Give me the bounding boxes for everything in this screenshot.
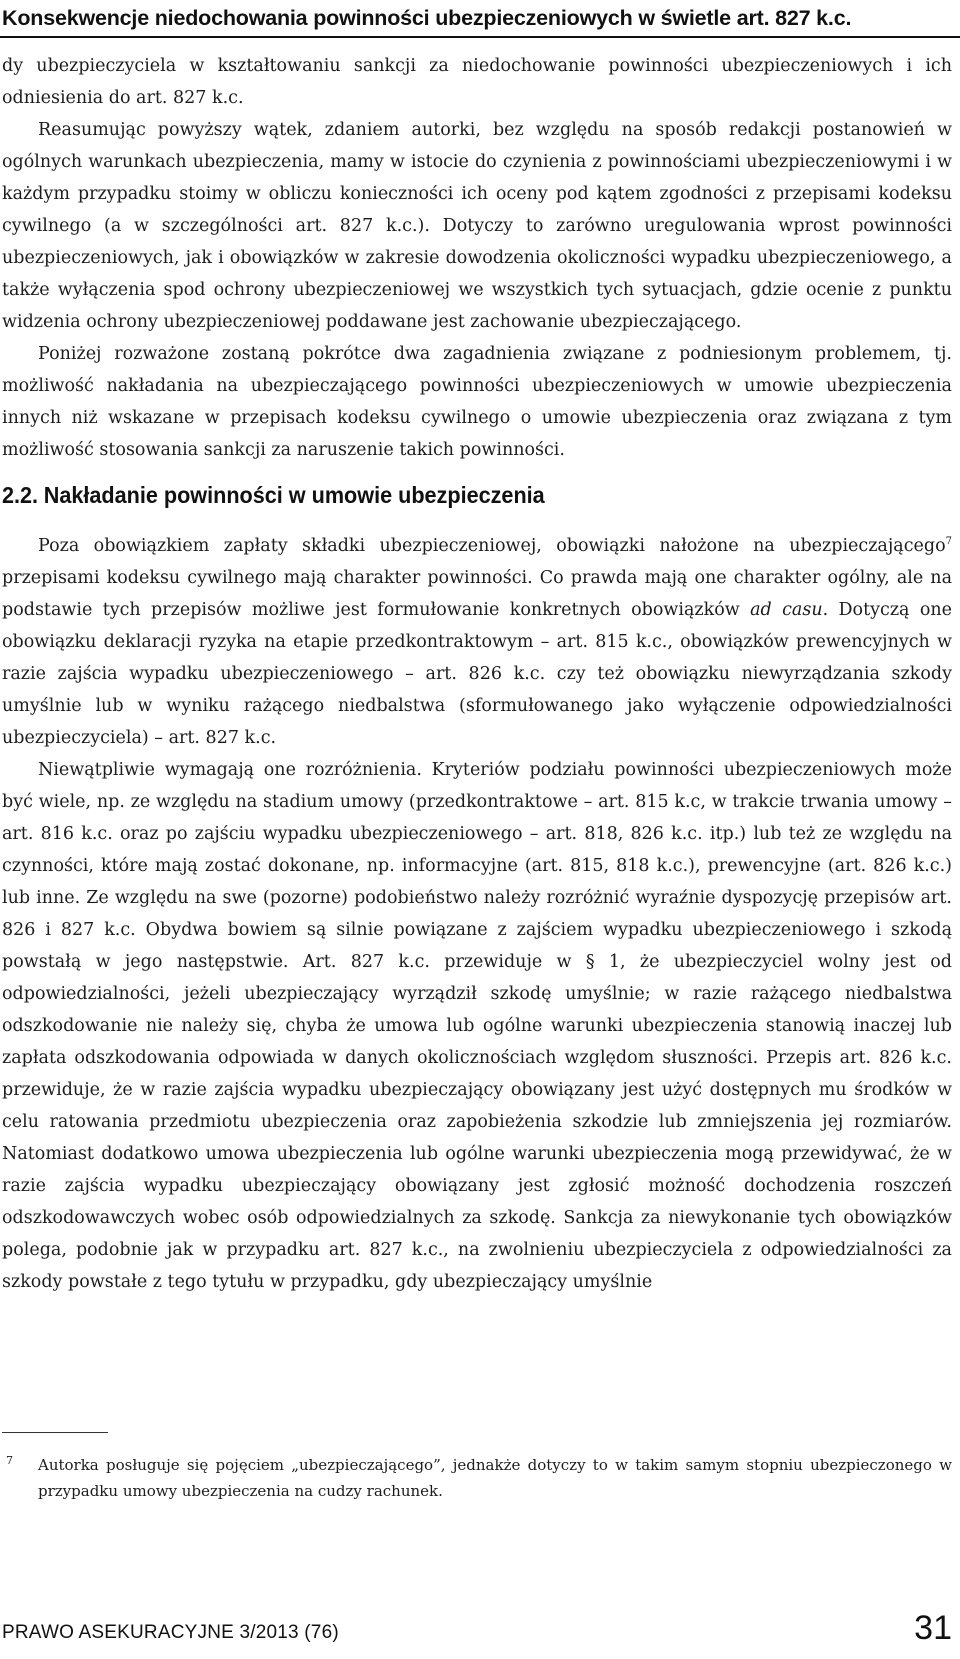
running-header: Konsekwencje niedochowania powinności ubezpieczeniowych w świetle art. 827 k.c. — [2, 6, 852, 30]
paragraph-obligations — [2, 530, 952, 754]
footnote — [2, 1452, 952, 1504]
section-number: 2.2. — [2, 482, 39, 508]
footnote-rule — [2, 1432, 108, 1433]
section-heading — [2, 480, 895, 510]
header-rule — [0, 36, 960, 38]
paragraph-obligations-text-c: . Dotyczą one obowiązku deklaracji ryzyka na etapie przedkontraktowym – art. 815 k.c., obowiązków prewencyjnych w razie zajścia wypadku ubezpieczeniowego – art. 826 k.c. czy też obowiązku niewyrządzania szkody umyślnie lub w wyniku rażącego niedbalstwa (sformułowanego jako wyłączenie odpowiedzialności ubezpieczyciela) – art. 827 k.c. — [2, 600, 952, 748]
latin-term: ad casu — [750, 600, 823, 620]
footnote-text: Autorka posługuje się pojęciem „ubezpieczającego”, jednakże dotyczy to w takim samym stopniu ubezpieczonego w przypadku umowy ubezpieczenia na cudzy rachunek. — [38, 1456, 952, 1500]
footnote-mark: 7 — [6, 1454, 13, 1467]
journal-name: PRAWO ASEKURACYJNE 3/2013 (76) — [2, 1622, 339, 1643]
page-number: 31 — [914, 1609, 952, 1647]
body-text — [2, 50, 952, 1298]
paragraph-obligations-text-b: przepisami kodeksu cywilnego mają charakter powinności. Co prawda mają one charakter ogólny, ale na podstawie tych przepisów możliwe jest formułowanie konkretnych obowiązków — [2, 568, 952, 620]
paragraph-distinction: Niewątpliwie wymagają one rozróżnienia. Kryteriów podziału powinności ubezpieczeniowych może być wiele, np. ze względu na stadium umowy (przedkontraktowe – art. 815 k.c, w trakcie trwania umowy – art. 816 k.c. oraz po zajściu wypadku ubezpieczeniowego – art. 818, 826 k.c. itp.) lub też ze względu na czynności, które mają zostać dokonane, np. informacyjne (art. 815, 818 k.c.), prewencyjne (art. 826 k.c.) lub inne. Ze względu na swe (pozorne) podobieństwo należy rozróżnić wyraźnie dyspozycję przepisów art. 826 i 827 k.c. Obydwa bowiem są silnie powiązane z zajściem wypadku ubezpieczeniowego i szkodą powstałą w jego następstwie. Art. 827 k.c. przewiduje w § 1, że ubezpieczyciel wolny jest od odpowiedzialności, jeżeli ubezpieczający wyrządził szkodę umyślnie; w razie rażącego niedbalstwa odszkodowanie nie należy się, chyba że umowa lub ogólne warunki ubezpieczenia stanowią inaczej lub zapłata odszkodowania odpowiada w danych okolicznościach względom słuszności. Przepis art. 826 k.c. przewiduje, że w razie zajścia wypadku ubezpieczający obowiązany jest użyć dostępnych mu środków w celu ratowania przedmiotu ubezpieczenia oraz zapobieżenia szkodzie lub zmniejszenia jej rozmiarów. Natomiast dodatkowo umowa ubezpieczenia lub ogólne warunki ubezpieczenia mogą przewidywać, że w razie zajścia wypadku ubezpieczający obowiązany jest zgłosić możność dochodzenia roszczeń odszkodowawczych wobec osób odpowiedzialnych za szkodę. Sankcja za niewykonanie tych obowiązków polega, podobnie jak w przypadku art. 827 k.c., na zwolnieniu ubezpieczyciela z odpowiedzialności za szkody powstałe z tego tytułu w przypadku, gdy ubezpieczający umyślnie — [2, 760, 952, 1292]
footnote-reference[interactable]: 7 — [945, 536, 952, 548]
section-title: Nakładanie powinności w umowie ubezpieczenia — [43, 482, 545, 508]
paragraph-summary: Reasumując powyższy wątek, zdaniem autorki, bez względu na sposób redakcji postanowień w ogólnych warunkach ubezpieczenia, mamy w istocie do czynienia z powinnościami ubezpieczeniowymi i w każdym przypadku stoimy w obliczu konieczności ich oceny pod kątem zgodności z przepisami kodeksu cywilnego (a w szczególności art. 827 k.c.). Dotyczy to zarówno uregulowania wprost powinności ubezpieczeniowych, jak i obowiązków w zakresie dowodzenia okoliczności wypadku ubezpieczeniowego, a także wyłączenia spod ochrony ubezpieczeniowej we wszystkich tych sytuacjach, gdzie ocenie z punktu widzenia ochrony ubezpieczeniowej poddawane jest zachowanie ubezpieczającego. — [2, 120, 952, 332]
paragraph-intro: Poniżej rozważone zostaną pokrótce dwa zagadnienia związane z podniesionym problemem, tj. możliwość nakładania na ubezpieczającego powinności ubezpieczeniowych w umowie ubezpieczenia innych niż wskazane w przepisach kodeksu cywilnego o umowie ubezpieczenia oraz związana z tym możliwość stosowania sankcji za naruszenie takich powinności. — [2, 344, 952, 460]
paragraph-obligations-text-a: Poza obowiązkiem zapłaty składki ubezpieczeniowej, obowiązki nałożone na ubezpieczającego — [38, 536, 946, 556]
paragraph-continuation: dy ubezpieczyciela w kształtowaniu sankcji za niedochowanie powinności ubezpieczeniowych i ich odniesienia do art. 827 k.c. — [2, 56, 952, 108]
page-footer — [2, 1608, 952, 1648]
